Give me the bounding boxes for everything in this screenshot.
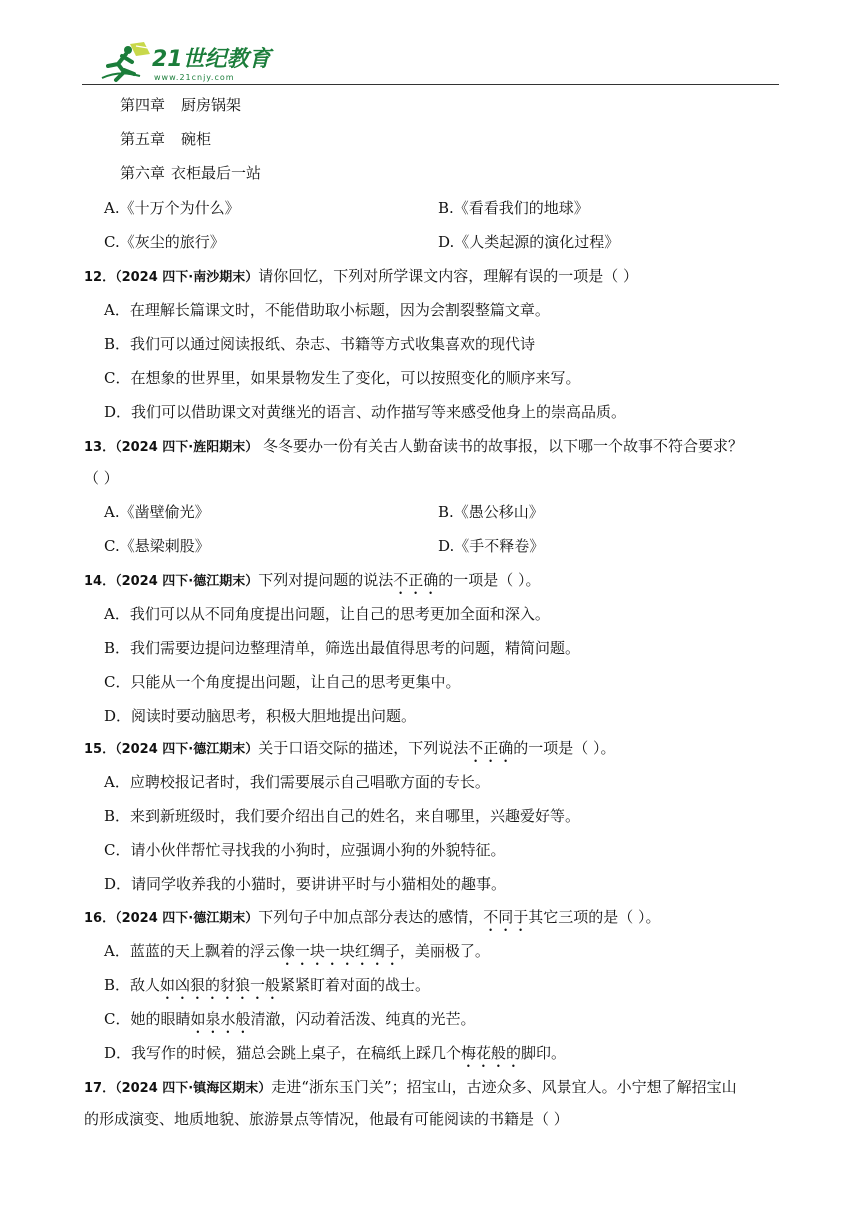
option-c: C．在想象的世界里，如果景物发生了变化，可以按照变化的顺序来写。 — [104, 369, 581, 387]
option-d: D.《手不释卷》 — [438, 537, 545, 555]
emphasized-text: 如泉水般 — [190, 1010, 251, 1028]
question-number: 17． — [84, 1081, 116, 1096]
chapter-title: 厨房锅架 — [181, 96, 242, 114]
question-number: 14． — [84, 574, 116, 589]
question-stem: 走进“浙东玉门关”；招宝山，古迹众多、风景宜人。小宁想了解招宝山 — [271, 1078, 737, 1096]
question-17 — [84, 1077, 737, 1099]
option-text: A．蓝蓝的天上飘着的浮云 — [104, 942, 280, 960]
emphasized-text: 不正确 — [468, 739, 514, 757]
chapter-line — [120, 163, 261, 183]
option-d: D．我们可以借助课文对黄继光的语言、动作描写等来感受他身上的崇高品质。 — [104, 403, 627, 421]
option-d — [104, 1043, 566, 1071]
option-b: B.《愚公移山》 — [438, 503, 544, 521]
option-text: C．她的眼睛 — [104, 1010, 191, 1028]
option-a: A.《十万个为什么》 — [104, 199, 240, 217]
chapter-title: 衣柜最后一站 — [171, 164, 262, 182]
option-text: 脚印。 — [521, 1044, 567, 1062]
option-d: D．阅读时要动脑思考，积极大胆地提出问题。 — [104, 707, 417, 725]
runner-logo-icon — [100, 40, 160, 84]
header-divider — [82, 84, 779, 85]
question-number: 16． — [84, 911, 116, 926]
option-text: D．我写作的时候，猫总会跳上桌子，在稿纸上踩几个 — [104, 1044, 462, 1062]
option-c — [104, 1009, 476, 1037]
option-text: 紧紧盯着对面的战士。 — [280, 976, 431, 994]
emphasized-text: 梅花般的 — [461, 1044, 522, 1062]
question-stem-end: 的一项是（ ）。 — [438, 571, 541, 589]
option-text: B．敌人 — [104, 976, 161, 994]
question-stem: 下列句子中加点部分表达的感情， — [258, 908, 484, 926]
chapter-number: 第五章 — [120, 130, 166, 148]
chapter-number: 第六章 — [120, 164, 166, 182]
question-stem: 请你回忆，下列对所学课文内容，理解有误的一项是（ ） — [258, 267, 639, 285]
question-source: （2024 四下·德江期末） — [115, 574, 259, 589]
option-c: C．只能从一个角度提出问题，让自己的思考更集中。 — [104, 673, 461, 691]
question-stem: 关于口语交际的描述，下列说法 — [258, 739, 469, 757]
option-c: C．请小伙伴帮忙寻找我的小狗时，应强调小狗的外貌特征。 — [104, 841, 506, 859]
question-stem-end: 其它三项的是（ ）。 — [528, 908, 661, 926]
option-c: C.《悬梁刺股》 — [104, 537, 210, 555]
option-c: C.《灰尘的旅行》 — [104, 233, 225, 251]
option-b: B.《看看我们的地球》 — [438, 199, 589, 217]
option-b: B．来到新班级时，我们要介绍出自己的姓名，来自哪里，兴趣爱好等。 — [104, 807, 581, 825]
question-source: （2024 四下·镇海区期末） — [115, 1081, 272, 1096]
question-number: 15． — [84, 742, 116, 757]
emphasized-text: 像一块一块红绸子 — [279, 942, 400, 960]
option-a: A．应聘校报记者时，我们需要展示自己唱歌方面的专长。 — [104, 773, 490, 791]
question-source: （2024 四下·德江期末） — [115, 911, 259, 926]
question-stem-continued: 的形成演变、地质地貌、旅游景点等情况，他最有可能阅读的书籍是（ ） — [84, 1110, 569, 1128]
question-12 — [84, 266, 638, 288]
option-b — [104, 975, 430, 1003]
question-stem: 冬冬要办一份有关古人勤奋读书的故事报，以下哪一个故事不符合要求？ — [258, 437, 744, 455]
question-source: （2024 四下·南沙期末） — [115, 270, 259, 285]
question-stem-end: 的一项是（ ）。 — [513, 739, 616, 757]
logo-url: www.21cnjy.com — [154, 73, 235, 82]
option-d: D．请同学收养我的小猫时，要讲讲平时与小猫相处的趣事。 — [104, 875, 507, 893]
page-header — [0, 0, 860, 90]
option-b: B．我们可以通过阅读报纸、杂志、书籍等方式收集喜欢的现代诗 — [104, 335, 536, 353]
question-15 — [84, 738, 616, 766]
emphasized-text: 如凶狠的豺狼一般 — [160, 976, 281, 994]
chapter-line — [120, 129, 211, 149]
chapter-title: 碗柜 — [181, 130, 212, 148]
option-a — [104, 941, 490, 969]
question-16 — [84, 907, 661, 935]
question-number: 13． — [84, 440, 116, 455]
option-a: A.《凿壁偷光》 — [104, 503, 210, 521]
logo-text: 21世纪教育 — [152, 47, 271, 72]
answer-blank: （ ） — [84, 469, 119, 487]
option-d: D.《人类起源的演化过程》 — [438, 233, 620, 251]
logo — [100, 40, 270, 84]
question-14 — [84, 570, 541, 598]
question-source: （2024 四下·旌阳期末） — [115, 440, 259, 455]
chapter-number: 第四章 — [120, 96, 166, 114]
option-a: A．我们可以从不同角度提出问题，让自己的思考更加全面和深入。 — [104, 605, 550, 623]
option-a: A．在理解长篇课文时，不能借助取小标题，因为会割裂整篇文章。 — [104, 301, 550, 319]
option-text: ，美丽极了。 — [399, 942, 490, 960]
question-source: （2024 四下·德江期末） — [115, 742, 259, 757]
question-stem: 下列对提问题的说法 — [258, 571, 394, 589]
question-13 — [84, 436, 743, 458]
question-number: 12． — [84, 270, 116, 285]
chapter-line — [120, 95, 241, 115]
emphasized-text: 不正确 — [393, 571, 439, 589]
option-text: 清澈，闪动着活泼、纯真的光芒。 — [250, 1010, 476, 1028]
option-b: B．我们需要边提问边整理清单，筛选出最值得思考的问题，精简问题。 — [104, 639, 581, 657]
emphasized-text: 不同于 — [483, 908, 529, 926]
